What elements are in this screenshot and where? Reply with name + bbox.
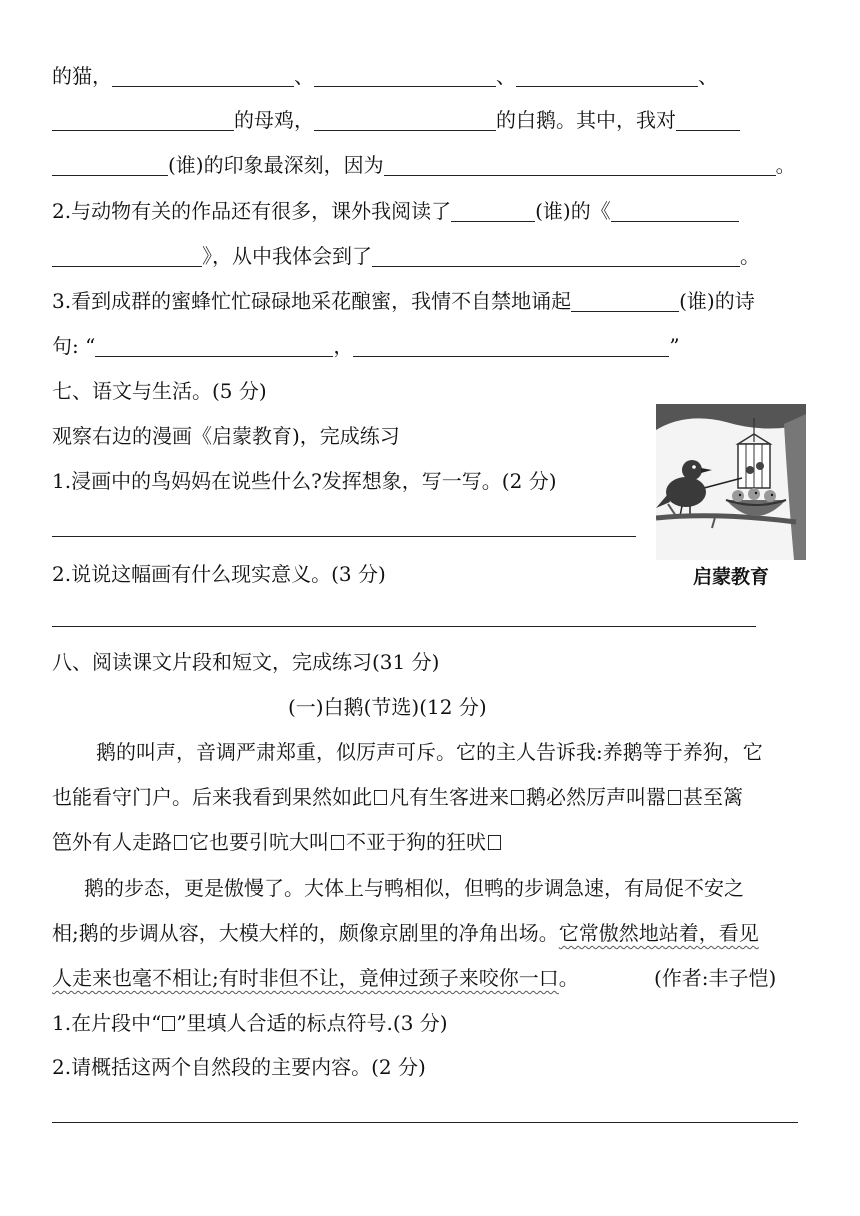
passage-p1-line1: 鹅的叫声，音调严肃郑重，似厉声可斥。它的主人告诉我:养鹅等于养狗，它	[96, 740, 763, 764]
question-8-1	[52, 1009, 448, 1037]
punctuation-box[interactable]	[668, 790, 681, 805]
text: 1.在片段中“	[52, 1011, 162, 1035]
passage-title: (一)白鹅(节选)(12 分)	[288, 695, 487, 719]
question-6-2	[52, 197, 739, 225]
answer-blank[interactable]	[384, 153, 776, 176]
text: 2.与动物有关的作品还有很多，课外我阅读了	[52, 199, 452, 223]
text: 鹅必然厉声叫嚣	[526, 785, 666, 809]
punctuation-box[interactable]	[374, 790, 387, 805]
answer-blank[interactable]	[112, 64, 294, 87]
text: ”里填人合适的标点符号.(3 分)	[176, 1011, 448, 1035]
answer-blank[interactable]	[451, 199, 535, 222]
text: 、	[698, 64, 718, 88]
text: 。	[558, 966, 579, 990]
text: (谁)的诗	[679, 289, 755, 313]
passage-p2-line3	[52, 964, 579, 992]
section-7-intro: 观察右边的漫画《启蒙教育)，完成练习	[52, 424, 400, 448]
text: 的白鹅。其中，我对	[496, 108, 676, 132]
text: 3.看到成群的蜜蜂忙忙碌碌地采花酿蜜，我情不自禁地诵起	[52, 289, 572, 313]
answer-blank[interactable]	[95, 334, 333, 357]
section-8-heading: 八、阅读课文片段和短文，完成练习(31 分)	[52, 650, 440, 674]
answer-blank[interactable]	[52, 244, 202, 267]
text: 。	[775, 153, 796, 177]
punctuation-box[interactable]	[331, 835, 344, 850]
comic-illustration	[656, 404, 806, 590]
answer-blank[interactable]	[314, 64, 496, 87]
answer-line[interactable]	[52, 536, 636, 537]
answer-blank[interactable]	[353, 334, 669, 357]
comic-caption: 启蒙教育	[692, 566, 769, 588]
question-6-3-cont	[52, 332, 680, 360]
answer-blank[interactable]	[676, 108, 740, 131]
text: 甚至篱	[683, 785, 743, 809]
text: 、	[294, 64, 314, 88]
text: 不亚于狗的狂吠	[346, 830, 486, 854]
text: (谁)的《	[535, 199, 611, 223]
text: 相;鹅的步调从容，大模大样的，颇像京剧里的净角出场。	[52, 921, 559, 945]
answer-blank[interactable]	[571, 289, 679, 312]
passage-p2-line2	[52, 919, 759, 947]
text: 也能看守门户。后来我看到果然如此	[52, 785, 372, 809]
text: (谁)的印象最深刻，因为	[168, 153, 384, 177]
fill-line-3	[52, 151, 796, 179]
text: 》，从中我体会到了	[202, 244, 372, 268]
author-credit: (作者:丰子恺)	[654, 966, 777, 990]
answer-blank[interactable]	[372, 244, 740, 267]
text: ”	[669, 334, 680, 358]
question-8-2: 2.请概括这两个自然段的主要内容。(2 分)	[52, 1055, 426, 1079]
answer-line[interactable]	[52, 1122, 798, 1123]
punctuation-box[interactable]	[511, 790, 524, 805]
text: 它也要引吭大叫	[189, 830, 329, 854]
text: 句: “	[52, 334, 96, 358]
section-7-heading: 七、语文与生活。(5 分)	[52, 379, 267, 403]
box-symbol	[162, 1016, 175, 1031]
punctuation-box[interactable]	[174, 835, 187, 850]
question-7-1: 1.浸画中的鸟妈妈在说些什么?发挥想象，写一写。(2 分)	[52, 469, 557, 493]
answer-blank[interactable]	[611, 199, 739, 222]
text: 的母鸡，	[234, 108, 314, 132]
text: ，	[333, 334, 354, 358]
question-6-2-cont	[52, 242, 760, 270]
passage-p1-line3	[52, 828, 503, 856]
text: 凡有生客进来	[389, 785, 509, 809]
answer-blank[interactable]	[52, 153, 168, 176]
answer-blank[interactable]	[52, 108, 234, 131]
text: 笆外有人走路	[52, 830, 172, 854]
answer-blank[interactable]	[314, 108, 496, 131]
punctuation-box[interactable]	[488, 835, 501, 850]
text: 的猫，	[52, 64, 112, 88]
fill-line-2	[52, 106, 740, 134]
question-6-3	[52, 287, 755, 315]
text: 。	[740, 244, 760, 268]
answer-line[interactable]	[52, 626, 756, 627]
question-7-2: 2.说说这幅画有什么现实意义。(3 分)	[52, 562, 386, 586]
answer-blank[interactable]	[516, 64, 698, 87]
wavy-underlined-text: 人走来也毫不相让;有时非但不让，竟伸过颈子来咬你一口	[52, 966, 559, 990]
passage-p2-line1: 鹅的步态，更是傲慢了。大体上与鸭相似，但鸭的步调急速，有局促不安之	[84, 876, 744, 900]
passage-p1-line2	[52, 783, 743, 811]
fill-line-1	[52, 62, 718, 90]
text: 、	[496, 64, 516, 88]
wavy-underlined-text: 它常傲然地站着，看见	[558, 921, 759, 945]
bird-teaching-comic	[656, 404, 806, 560]
